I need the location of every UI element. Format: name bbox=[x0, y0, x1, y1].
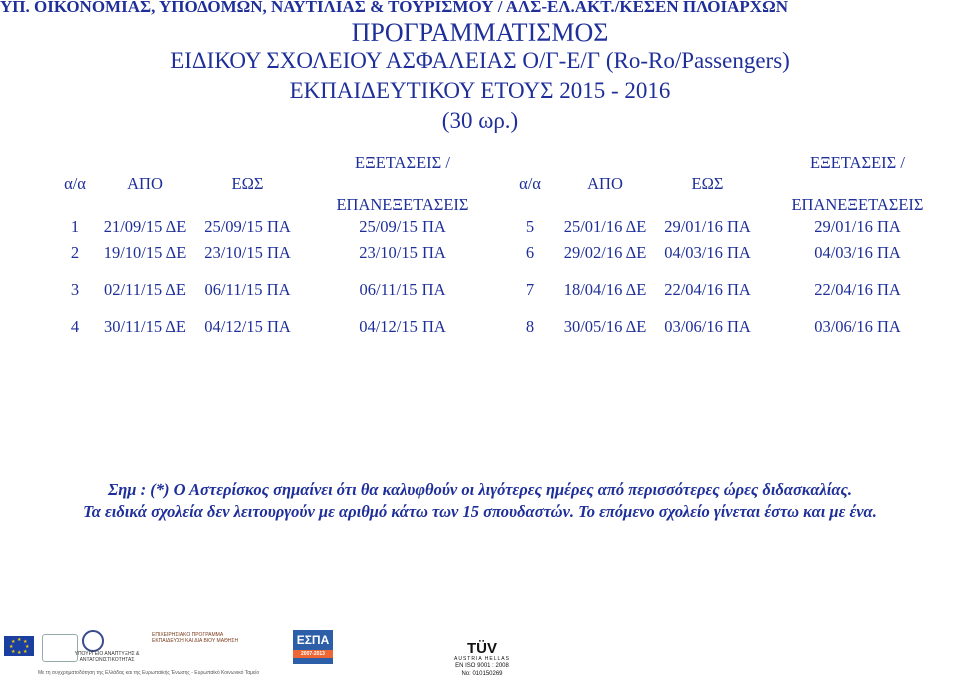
table-row bbox=[60, 311, 960, 348]
header-exams: ΕΞΕΤΑΣΕΙΣ / ΕΠΑΝΕΞΕΤΑΣΕΙΣ bbox=[336, 153, 469, 214]
row-exam-2: 22/04/16 ΠΑ bbox=[814, 280, 901, 299]
header-to-2: ΕΩΣ bbox=[691, 174, 724, 193]
row-index: 4 bbox=[70, 317, 80, 336]
row-from: 30/11/15 ΔΕ bbox=[104, 317, 186, 336]
row-to-2: 29/01/16 ΠΑ bbox=[664, 217, 751, 236]
row-from-2: 30/05/16 ΔΕ bbox=[563, 317, 647, 336]
row-exam: 23/10/15 ΠΑ bbox=[359, 243, 446, 262]
tuv-certification bbox=[452, 642, 512, 678]
table-row bbox=[60, 215, 960, 237]
greek-emblem-icon bbox=[82, 630, 104, 652]
row-to-2: 03/06/16 ΠΑ bbox=[664, 317, 751, 336]
school-title: ΕΙΔΙΚΟΥ ΣΧΟΛΕΙΟΥ ΑΣΦΑΛΕΙΑΣ Ο/Γ-Ε/Γ (Ro-Ro/Passengers) bbox=[170, 48, 790, 73]
table-header-row bbox=[60, 152, 960, 215]
tuv-sub: AUSTRIA HELLAS bbox=[454, 656, 510, 662]
row-index: 3 bbox=[70, 280, 80, 299]
espa-years: 2007-2013 bbox=[293, 650, 333, 658]
row-index-2: 8 bbox=[525, 317, 535, 336]
program-line-2: ΕΚΠΑΙΔΕΥΣΗ ΚΑΙ ΔΙΑ ΒΙΟΥ ΜΑΘΗΣΗ bbox=[152, 638, 239, 644]
row-exam: 06/11/15 ΠΑ bbox=[359, 280, 446, 299]
row-index: 1 bbox=[70, 217, 80, 236]
note-asterisk: Σημ : (*) Ο Αστερίσκος σημαίνει ότι θα καλυφθούν οι λιγότερες ημέρες από περισσότερες ώρες διδασκαλίας. bbox=[108, 480, 852, 499]
eu-flag-icon: ★ ★ ★ ★ ★ ★ ★ ★ bbox=[4, 636, 34, 656]
row-to-2: 22/04/16 ΠΑ bbox=[664, 280, 751, 299]
footer-logos bbox=[0, 620, 960, 691]
ministry-logo-text: ΥΠΟΥΡΓΕΙΟ ΑΝΑΠΤΥΞΗΣ & ΑΝΤΑΓΩΝΙΣΤΙΚΟΤΗΤΑΣ bbox=[74, 651, 140, 663]
row-from-2: 29/02/16 ΔΕ bbox=[563, 243, 647, 262]
row-to: 23/10/15 ΠΑ bbox=[204, 243, 291, 262]
espa-logo bbox=[293, 630, 333, 664]
row-index-2: 7 bbox=[525, 280, 535, 299]
table-row bbox=[60, 237, 960, 274]
ministry-header: ΥΠ. ΟΙΚΟΝΟΜΙΑΣ, ΥΠΟΔΟΜΩΝ, ΝΑΥΤΙΛΙΑΣ & ΤΟΥΡΙΣΜΟΥ / ΑΛΣ-ΕΛ.ΑΚΤ./ΚΕΣΕΝ ΠΛΟΙΑΡΧΩΝ bbox=[0, 0, 788, 16]
note-minimum-students: Τα ειδικά σχολεία δεν λειτουργούν με αριθμό κάτω των 15 σπουδαστών. Το επόμενο σχολείο γίνεται έστω και με ένα. bbox=[83, 502, 877, 521]
row-to: 25/09/15 ΠΑ bbox=[204, 217, 291, 236]
row-from-2: 18/04/16 ΔΕ bbox=[563, 280, 647, 299]
row-to-2: 04/03/16 ΠΑ bbox=[664, 243, 751, 262]
row-exam-2: 04/03/16 ΠΑ bbox=[814, 243, 901, 262]
row-exam-2: 29/01/16 ΠΑ bbox=[814, 217, 901, 236]
row-to: 06/11/15 ΠΑ bbox=[204, 280, 291, 299]
header-from: ΑΠΟ bbox=[127, 174, 163, 193]
row-exam-2: 03/06/16 ΠΑ bbox=[814, 317, 901, 336]
row-index-2: 6 bbox=[525, 243, 535, 262]
row-from: 21/09/15 ΔΕ bbox=[103, 217, 187, 236]
row-to: 04/12/15 ΠΑ bbox=[204, 317, 291, 336]
espa-label: ΕΣΠΑ bbox=[296, 633, 330, 647]
header-to: ΕΩΣ bbox=[231, 174, 264, 193]
certificate-number: No: 010150269 bbox=[461, 671, 503, 677]
table-row bbox=[60, 274, 960, 311]
iso-standard: EN ISO 9001 : 2008 bbox=[455, 663, 509, 669]
header-idx-2: α/α bbox=[519, 174, 541, 193]
header-from-2: ΑΠΟ bbox=[587, 174, 623, 193]
course-hours: (30 ωρ.) bbox=[441, 108, 519, 133]
row-from: 02/11/15 ΔΕ bbox=[104, 280, 186, 299]
row-exam: 25/09/15 ΠΑ bbox=[359, 217, 446, 236]
header-idx: α/α bbox=[64, 174, 86, 193]
row-index-2: 5 bbox=[525, 217, 535, 236]
program-line-1: ΕΠΙΧΕΙΡΗΣΙΑΚΟ ΠΡΟΓΡΑΜΜΑ bbox=[152, 632, 224, 638]
tuv-logo: TÜV bbox=[467, 640, 497, 657]
row-exam: 04/12/15 ΠΑ bbox=[359, 317, 446, 336]
row-from-2: 25/01/16 ΔΕ bbox=[563, 217, 647, 236]
cofunding-text: Με τη συγχρηματοδότηση της Ελλάδας και της Ευρωπαϊκής Ένωσης - Ευρωπαϊκό Κοινωνικό Ταμείο bbox=[38, 670, 260, 676]
schedule-table bbox=[60, 152, 960, 348]
academic-year: ΕΚΠΑΙΔΕΥΤΙΚΟΥ ΕΤΟΥΣ 2015 - 2016 bbox=[289, 78, 671, 103]
row-index: 2 bbox=[70, 243, 80, 262]
document-title: ΠΡΟΓΡΑΜΜΑΤΙΣΜΟΣ bbox=[351, 18, 609, 47]
row-from: 19/10/15 ΔΕ bbox=[103, 243, 187, 262]
header-exams-2: ΕΞΕΤΑΣΕΙΣ / ΕΠΑΝΕΞΕΤΑΣΕΙΣ bbox=[791, 153, 924, 214]
